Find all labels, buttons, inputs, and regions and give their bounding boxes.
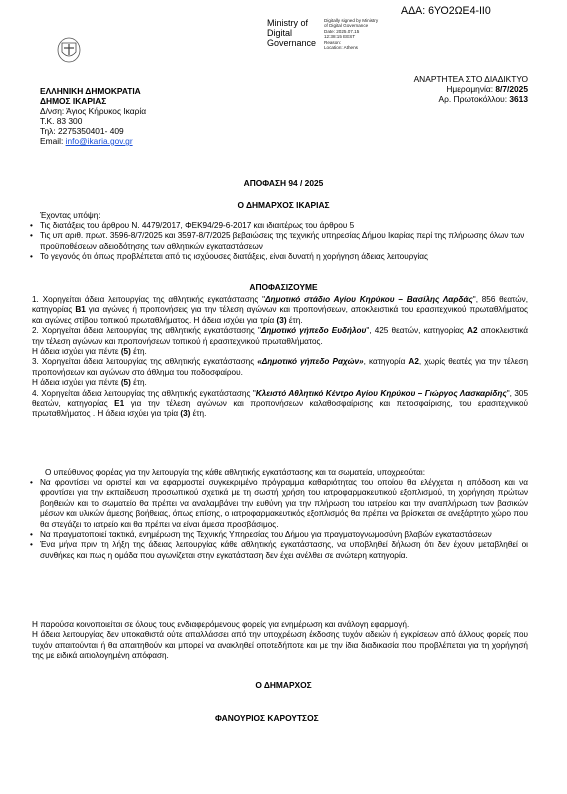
- facility-name: Δημοτικό στάδιο Αγίου Κηρύκου – Βασίλης Λαρδάς: [265, 295, 473, 304]
- date-label: Ημερομηνία:: [446, 84, 496, 94]
- issuer-block: [40, 86, 146, 146]
- decision-items: [32, 295, 528, 420]
- list-item: • Τις υπ αριθ. πρωτ. 3596-8/7/2025 και 3597-8/7/2025 βεβαιώσεις της τεχνικής υπηρεσίας Δήμου Ικαρίας περί της πλήρωσης όλων των προϋποθέσεων αδειοδότησης των αθλητικών εγκαταστάσεων: [30, 231, 528, 252]
- date-line: [380, 84, 528, 94]
- facility-name: «Δημοτικό γήπεδο Ραχών»: [257, 357, 364, 367]
- signatory-title: Ο ΔΗΜΑΡΧΟΣ: [255, 680, 312, 690]
- facility-category: Ε1: [114, 399, 125, 409]
- posting-info: [380, 74, 528, 104]
- list-item: • Να φροντίσει να οριστεί και να εφαρμοστεί συγκεκριμένο πρόγραμμα καθαριότητας του οποίου θα ελέγχεται η απόδοση και να φροντίσει για την εκπαίδευση προσωπικού σχετικά με τη σωστή χρήση του ιατροφαρμακευτικού εξοπλισμού, τη χορήγηση πρώτων βοηθειών και το σωματείο θα πρέπει να αναλαμβάνει την ευθύνη για την πλήρωση του ιατρείου και την αναπλήρωση των βασικών μέσων και υλικών άμεσης βοήθειας, όπως επίσης, ο ιατροφαρμακευτικός εξοπλισμός θα πρέπει να βρίσκεται σε ανεξάρτητο χώρο που θα στεγάζει το ιατρείο και θα πρέπει να είναι άμεσα προσβάσιμος.: [30, 478, 528, 530]
- signature-line: Location: Athens: [324, 45, 358, 51]
- list-item: • Το γεγονός ότι όπως προβλέπεται από τις ισχύουσες διατάξεις, είναι δυνατή η χορήγηση άδειας λειτουργίας: [30, 252, 528, 262]
- posted-online: ΑΝΑΡΤΗΤΕΑ ΣΤΟ ΔΙΑΔΙΚΤΥΟ: [413, 74, 528, 84]
- date-value: 8/7/2025: [495, 84, 528, 94]
- list-item: • Να πραγματοποιεί τακτικά, ενημέρωση της Τεχνικής Υπηρεσίας του Δήμου για πραγματογνωμοσύνη βλαβών εγκαταστάσεων: [30, 530, 528, 540]
- list-item: • Ένα μήνα πριν τη λήξη της άδειας λειτουργίας κάθε αθλητικής εγκατάστασης, να υποβληθεί δήλωση ότι δεν έχουν μεταβληθεί οι συνθήκες και πως η ομάδα που αγωνίζεται στην εγκατάσταση δεν έχει ανέλθει σε ανώτερη κατηγορία.: [30, 540, 528, 561]
- decide-heading: ΑΠΟΦΑΣΙΖΟΥΜΕ: [249, 282, 318, 292]
- decision-item: 4. Χορηγείται άδεια λειτουργίας της αθλητικής εγκατάστασης "Κλειστό Αθλητικό Κέντρο Αγίου Κηρύκου – Γιώργος Λασκαρίδης", 305 θεατών, κατηγορίας Ε1 για την τέλεση αγώνων και προπονήσεων καλαθοσφαίρισης και πετοσφαίρισης, του ερασιτεχνικού πρωταθλήματος . Η άδεια ισχύει για τρία (3) έτη.: [32, 388, 528, 419]
- ministry-line: Digital: [267, 28, 293, 38]
- org-postcode: Τ.Κ. 83 300: [40, 116, 83, 126]
- email-label: Email:: [40, 136, 66, 146]
- ministry-label: [267, 18, 316, 48]
- org-address: Δ/νση: Άγιος Κήρυκος Ικαρία: [40, 106, 147, 116]
- facility-category: Α2: [467, 326, 478, 336]
- org-republic: ΕΛΛΗΝΙΚΗ ΔΗΜΟΚΡΑΤΙΑ: [40, 86, 141, 96]
- mayor-heading: Ο ΔΗΜΑΡΧΟΣ ΙΚΑΡΙΑΣ: [237, 200, 330, 210]
- decision-item: 1. Χορηγείται άδεια λειτουργίας της αθλητικής εγκατάστασης "Δημοτικό στάδιο Αγίου Κηρύκου – Βασίλης Λαρδάς", 856 θεατών, κατηγορίας Β1 για αγώνες ή προπονήσεις για την τέλεση αγώνων και προπονήσεων, αποκλειστικά του ερασιτεχνικού πρωταθλήματος και αγώνες στίβου τοπικού πρωταθλήματος. Η άδεια ισχύει για τρία (3) έτη.: [32, 295, 528, 325]
- facility-name: Κλειστό Αθλητικό Κέντρο Αγίου Κηρύκου – Γιώργος Λασκαρίδης: [255, 388, 507, 398]
- list-item: • Τις διατάξεις του άρθρου Ν. 4479/2017, ΦΕΚ94/29-6-2017 και ιδιαιτέρως του άρθρου 5: [30, 221, 528, 231]
- ministry-line: Governance: [267, 38, 317, 48]
- signature-line: 12:38:15 EEST: [324, 34, 356, 40]
- signature-line: Date: 2025.07.15: [324, 28, 360, 34]
- protocol-line: [380, 94, 528, 104]
- considering-label: Έχοντας υπόψη:: [40, 211, 101, 220]
- decision-item: 2. Χορηγείται άδεια λειτουργίας της αθλητικής εγκατάστασης "Δημοτικό γήπεδο Ευδήλου", 425 θεατών, κατηγορίας Α2 αποκλειστικά την τέλεση αγώνων και προπονήσεων τοπικού ή ερασιτεχνικού πρωταθλήματος. Η άδεια ισχύει για πέντε (5) έτη.: [32, 326, 529, 357]
- org-email-line: [40, 136, 146, 146]
- facility-category: Α2: [408, 357, 419, 367]
- digital-signature-block: [324, 18, 378, 50]
- signature-line: of Digital Governance: [324, 23, 369, 29]
- closing-paragraphs: [32, 620, 528, 662]
- protocol-value: 3613: [509, 94, 528, 104]
- ada-code: ΑΔΑ: 6ΥΟ2ΩΕ4-ΙΙ0: [401, 5, 491, 17]
- decision-title: ΑΠΟΦΑΣΗ 94 / 2025: [243, 178, 324, 188]
- decision-item: 3. Χορηγείται άδεια λειτουργίας της αθλητικής εγκατάστασης «Δημοτικό γήπεδο Ραχών», κατηγορία Α2, χωρίς θεατές για την τέλεση προπονήσεων και αγώνων στο άθλημα του ποδοσφαίρου. Η άδεια ισχύει για πέντε (5) έτη.: [32, 357, 528, 388]
- validity-years: (3): [276, 315, 287, 325]
- email-link[interactable]: info@ikaria.gov.gr: [65, 136, 133, 146]
- validity-years: (5): [120, 378, 131, 388]
- signature-line: Reason:: [324, 39, 342, 45]
- validity-years: (3): [180, 409, 191, 419]
- signature-line: Digitally signed by Ministry: [324, 18, 379, 23]
- validity-years: (5): [120, 347, 131, 357]
- org-phone: Τηλ: 2275350401- 409: [40, 126, 124, 136]
- closing-paragraph: Η άδεια λειτουργίας δεν υποκαθιστά ούτε απαλλάσσει από την υποχρέωση έκδοσης τυχόν αδειών ή εγκρίσεων από άλλους φορείς που τυχόν απαιτούνται ή θα απαιτηθούν και μπορεί να ανακληθεί οποτεδήποτε και με την ίδια διαδικασία που προβλέπεται για τη χορήγησή της με ειδικά αιτιολογημένη απόφαση.: [32, 630, 528, 661]
- ministry-line: Ministry of: [267, 18, 309, 28]
- signatory-name: ΦΑΝΟΥΡΙΟΣ ΚΑΡΟΥΤΣΟΣ: [215, 713, 319, 723]
- obligations-list: [30, 478, 528, 561]
- considerations-list: [30, 221, 528, 263]
- facility-name: Δημοτικό γήπεδο Ευδήλου: [260, 326, 367, 336]
- protocol-label: Αρ. Πρωτοκόλλου:: [438, 94, 510, 104]
- greek-coat-of-arms-icon: [54, 34, 84, 64]
- org-municipality: ΔΗΜΟΣ ΙΚΑΡΙΑΣ: [40, 96, 107, 106]
- obligations-intro: Ο υπεύθυνος φορέας για την λειτουργία της κάθε αθλητικής εγκατάστασης και τα σωματεία, υποχρεούται:: [45, 468, 426, 477]
- facility-category: Β1: [75, 305, 86, 315]
- closing-paragraph: Η παρούσα κοινοποιείται σε όλους τους ενδιαφερόμενους φορείς για ενημέρωση και ανάλογη εφαρμογή.: [32, 620, 410, 629]
